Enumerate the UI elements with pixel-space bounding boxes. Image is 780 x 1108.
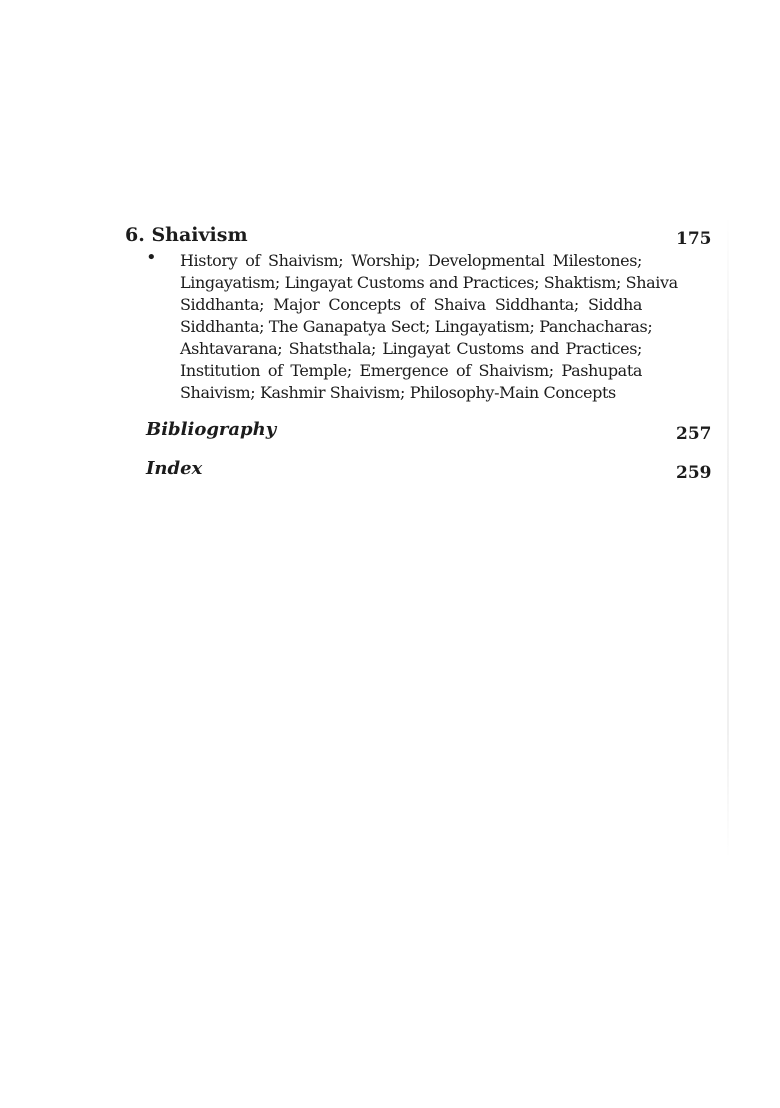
bullet-icon: • — [146, 247, 157, 268]
topic-line: Ashtavarana; Shatsthala; Lingayat Customs and Practices; — [180, 339, 642, 358]
topic-line: Siddhanta; Major Concepts of Shaiva Siddhanta; Siddha — [180, 295, 642, 314]
index-page-number: 259 — [676, 463, 712, 483]
topic-line: History of Shaivism; Worship; Developmental Milestones; — [180, 251, 642, 270]
topic-line: Institution of Temple; Emergence of Shaivism; Pashupata — [180, 361, 642, 380]
scan-edge-shadow — [727, 215, 729, 860]
chapter-topics — [180, 250, 678, 404]
topic-line: Siddhanta; The Ganapatya Sect; Lingayatism; Panchacharas; — [180, 317, 653, 336]
chapter-page-number: 175 — [676, 229, 712, 249]
topic-line: Shaivism; Kashmir Shaivism; Philosophy-Main Concepts — [180, 383, 616, 402]
bibliography-label: Bibliography — [146, 419, 277, 440]
chapter-title: 6. Shaivism — [125, 224, 248, 246]
topic-line: Lingayatism; Lingayat Customs and Practices; Shaktism; Shaiva — [180, 273, 678, 292]
index-label: Index — [146, 458, 203, 479]
bibliography-page-number: 257 — [676, 424, 712, 444]
